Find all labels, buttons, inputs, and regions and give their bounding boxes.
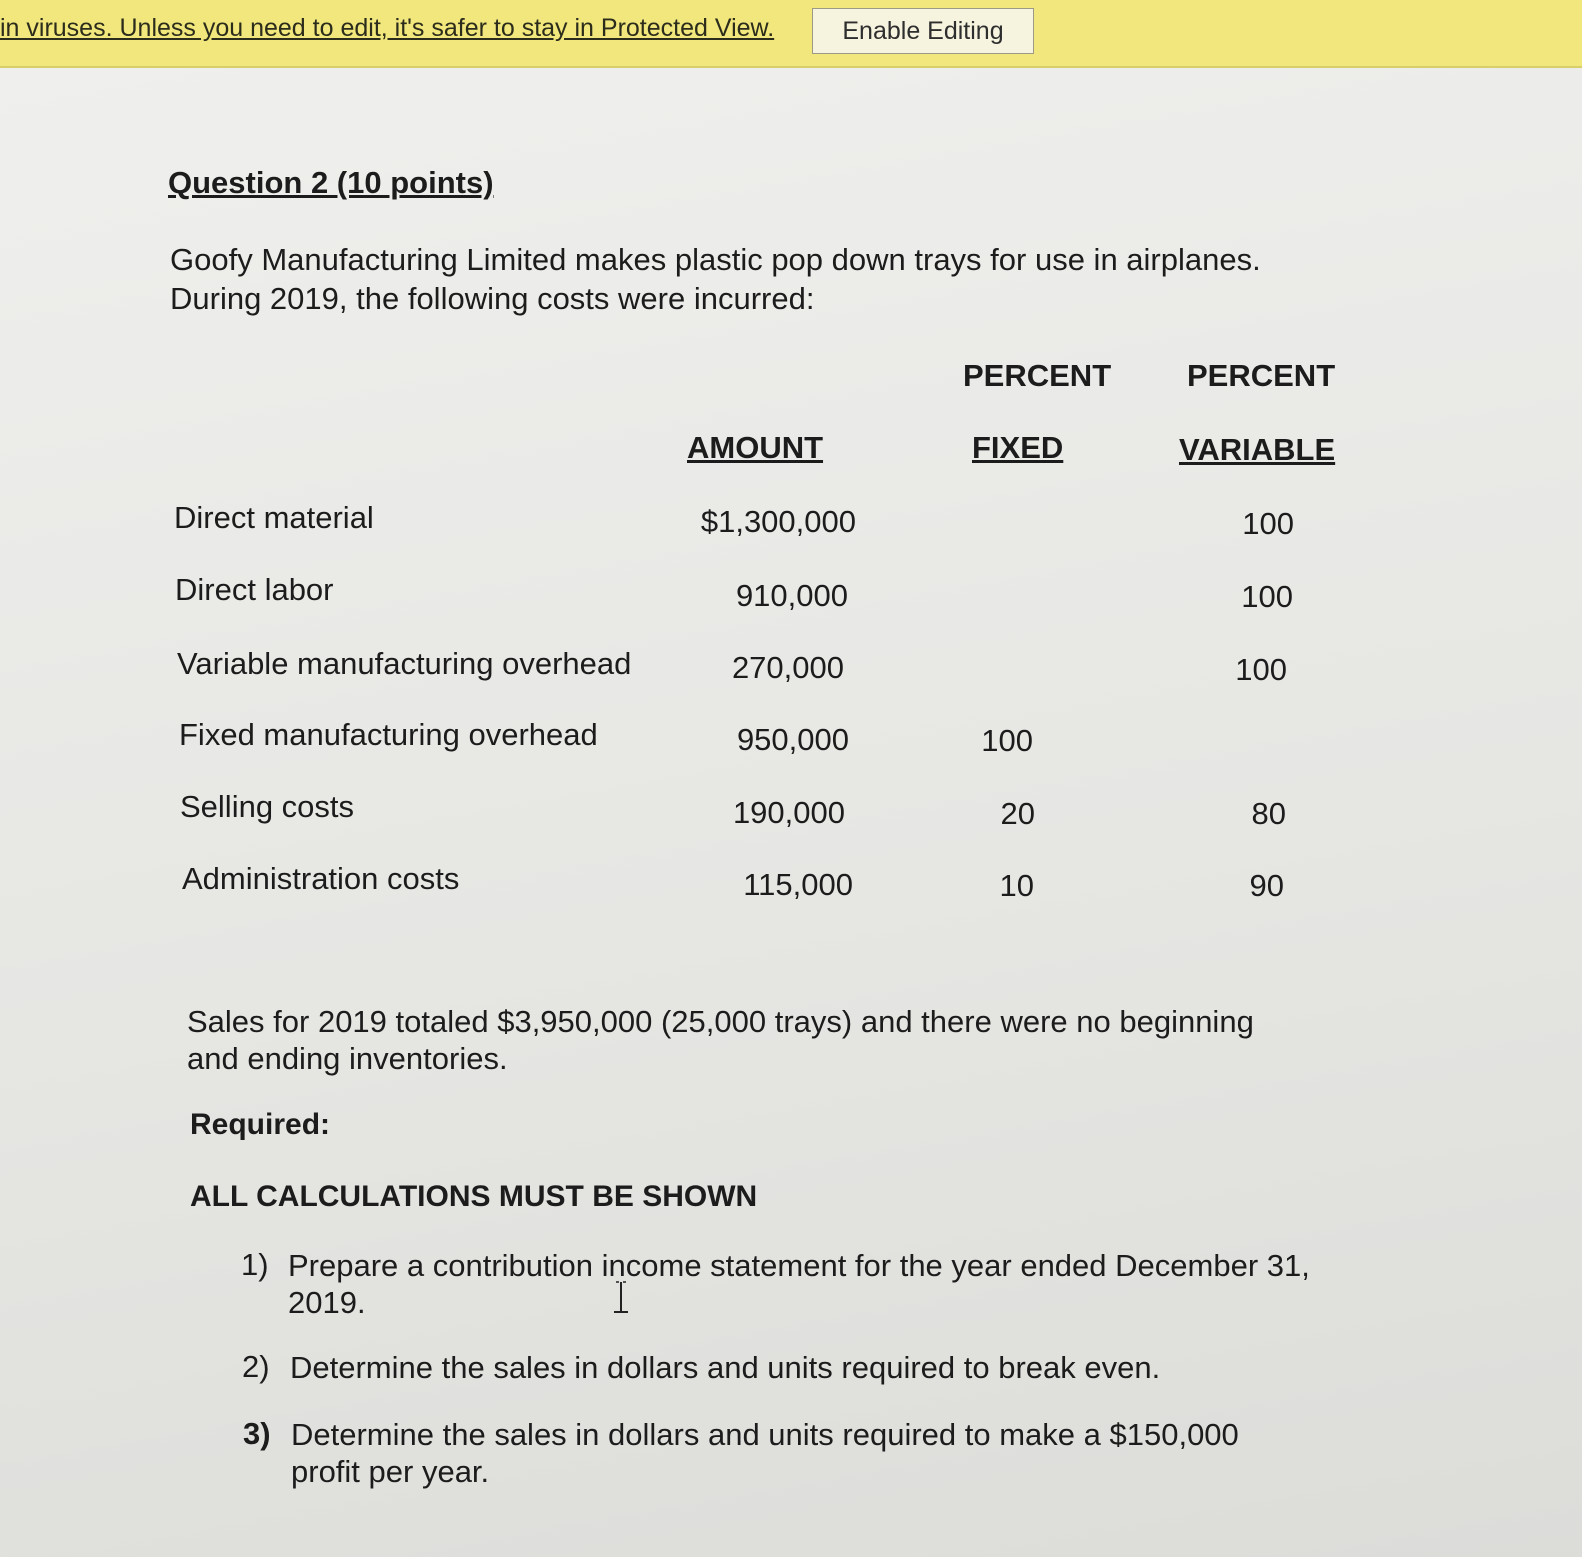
row-label: Selling costs — [180, 789, 355, 824]
requirement-item — [241, 1247, 1310, 1321]
row-amount: 910,000 — [735, 578, 848, 613]
row-variable: 90 — [1249, 868, 1284, 903]
header-variable: VARIABLE — [1179, 432, 1336, 467]
row-amount: $1,300,000 — [700, 504, 856, 539]
row-amount: 950,000 — [736, 722, 849, 757]
protected-view-bar — [0, 0, 1582, 68]
requirement-line-2: profit per year. — [291, 1454, 490, 1489]
sales-paragraph — [187, 1003, 1254, 1077]
row-fixed: 20 — [1000, 796, 1035, 831]
header-amount: AMOUNT — [687, 430, 824, 465]
requirement-line-1: Prepare a contribution income statement for the year ended December 31, — [288, 1248, 1310, 1283]
row-label: Variable manufacturing overhead — [177, 646, 632, 681]
row-label: Administration costs — [182, 861, 460, 896]
row-variable: 100 — [1241, 579, 1293, 614]
requirement-number: 1) — [241, 1247, 269, 1282]
calculations-notice: ALL CALCULATIONS MUST BE SHOWN — [190, 1180, 758, 1213]
row-amount: 190,000 — [732, 795, 845, 830]
row-fixed: 10 — [999, 868, 1034, 903]
sales-line-1: Sales for 2019 totaled $3,950,000 (25,000 trays) and there were no beginning — [187, 1004, 1254, 1039]
requirement-number: 2) — [242, 1349, 270, 1384]
header-fixed: FIXED — [972, 430, 1064, 465]
row-variable: 80 — [1251, 796, 1286, 831]
required-heading: Required: — [190, 1108, 331, 1141]
intro-line-1: Goofy Manufacturing Limited makes plastic pop down trays for use in airplanes. — [170, 242, 1261, 277]
requirement-line-2: 2019. — [288, 1285, 366, 1320]
header-percent-fixed: PERCENT — [963, 358, 1112, 393]
requirement-line-1: Determine the sales in dollars and units required to break even. — [290, 1350, 1161, 1385]
requirement-item — [243, 1416, 1239, 1490]
row-amount: 115,000 — [743, 867, 853, 902]
row-variable: 100 — [1242, 506, 1294, 541]
row-fixed: 100 — [981, 723, 1033, 758]
intro-line-2: During 2019, the following costs were incurred: — [170, 281, 815, 316]
requirement-number: 3) — [243, 1416, 271, 1451]
requirement-item — [242, 1349, 1160, 1386]
sales-line-2: and ending inventories. — [187, 1041, 508, 1076]
intro-paragraph — [170, 240, 1261, 318]
row-label: Direct material — [174, 500, 374, 535]
row-label: Direct labor — [175, 572, 334, 607]
protected-view-message[interactable]: in viruses. Unless you need to edit, it's safer to stay in Protected View. — [0, 14, 775, 42]
requirement-line-1: Determine the sales in dollars and units required to make a $150,000 — [291, 1417, 1239, 1452]
header-percent-variable: PERCENT — [1187, 358, 1336, 393]
row-label: Fixed manufacturing overhead — [179, 717, 598, 752]
row-variable: 100 — [1235, 652, 1287, 687]
enable-editing-button[interactable]: Enable Editing — [812, 8, 1034, 54]
row-amount: 270,000 — [731, 650, 844, 685]
text-cursor-icon — [611, 1280, 631, 1314]
question-title: Question 2 (10 points) — [168, 165, 494, 200]
